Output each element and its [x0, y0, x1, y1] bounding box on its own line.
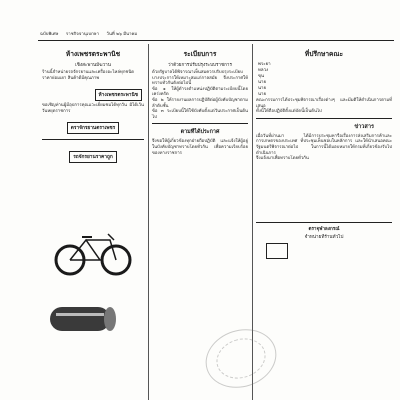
center-section-heading: ตามที่ได้ประกาศ	[180, 129, 220, 136]
roster-item: ขุน	[258, 74, 265, 79]
left-rule-1	[42, 139, 144, 140]
center-column-subtitle: ว่าด้วยการปรับปรุงระบบราชการ	[168, 63, 232, 68]
right-notice-paragraph-1: เมื่อวันที่ผ่านมา ได้มีการประชุมหารือเรื่องการส่งเสริมการค้าและการเกษตรของประเทศ ที่ประชุมเห็นชอบในหลักการ และให้นำเสนอคณะรัฐมนตรีพิจารณาต่อไป ในการนี้ได้มอบหมายให้กรมที่เกี่ยวข้องรับไปดำเนินการ	[256, 133, 392, 156]
center-rule	[152, 123, 248, 124]
center-section-paragraph: จึงขอให้ผู้เกี่ยวข้องทุกฝ่ายถือปฏิบัติ และแจ้งให้ผู้อยู่ในบังคับบัญชาทราบโดยทั่วกัน เพื่อความเรียบร้อยของทางราชการ	[152, 139, 248, 156]
roster-item: นาย	[258, 92, 267, 97]
right-column-title: ที่ปรึกษาคณะ	[304, 50, 344, 58]
right-notice-paragraph-2: จึงแจ้งมาเพื่อทราบโดยทั่วกัน	[256, 156, 309, 162]
bicycle-illustration	[40, 225, 146, 285]
masthead-center: ราชกิจจานุเบกษา	[65, 31, 100, 36]
right-notice-title: ข่าวสาร	[354, 123, 374, 130]
right-ad-title: ตราจุฬาลงกรณ์	[308, 226, 340, 232]
right-ad-subtitle: จำหน่ายที่ร้านทั่วไป	[304, 234, 344, 240]
ad-box	[266, 243, 288, 259]
right-rule-1	[256, 118, 392, 119]
center-paragraph-1: ด้วยรัฐบาลได้พิจารณาเห็นสมควรปรับปรุงระเบียบบางประการให้เหมาะสมแก่กาลสมัย จึงประกาศให้ทราบทั่วกันดังต่อไปนี้	[152, 70, 248, 87]
masthead-right: วันที่ ๒๖ มีนาคม	[106, 31, 138, 36]
roster-item: พระยา	[258, 62, 271, 67]
center-paragraph-3: ข้อ ๒ ให้รายงานผลการปฏิบัติต่อผู้บังคับบัญชาตามลำดับชั้น	[152, 97, 248, 109]
left-column-title: ห้างเพชรตระพานิช	[65, 50, 121, 58]
left-box-3: รถจักรยานราคาถูก	[69, 151, 117, 163]
left-column-subtitle: เชิงสะพานมัฆวาน	[75, 63, 111, 68]
masthead-left: ฉบับพิเศษ	[40, 31, 59, 36]
left-paragraph-2: ขอเชิญท่านผู้มีอุปการคุณแวะเยี่ยมชมได้ทุกวัน มิได้เว้นวันหยุดราชการ	[42, 103, 144, 114]
masthead-rule	[38, 40, 394, 41]
center-column-title: ระเบียบการ	[183, 50, 217, 58]
left-box-2: ตราจักรยานตราเพชร	[67, 122, 119, 134]
left-paragraph-1: ร้านนี้จำหน่ายรถจักรยานและเครื่องอะไหล่ทุกชนิด ราคาย่อมเยา สินค้าดีมีคุณภาพ	[42, 70, 135, 81]
column-divider-1	[148, 44, 149, 400]
right-rule-2	[256, 222, 392, 223]
center-paragraph-2: ข้อ ๑ ให้ผู้ดำรงตำแหน่งปฏิบัติตามระเบียบนี้โดยเคร่งครัด	[152, 86, 248, 98]
faded-stamp-inner	[211, 332, 271, 385]
masthead	[40, 30, 390, 40]
roster-item: หลวง	[258, 68, 269, 73]
roster-item: นาย	[258, 80, 267, 85]
left-column	[40, 44, 146, 400]
left-box-1: ห้างเพชรตระพานิช	[95, 89, 143, 101]
right-paragraph-2: ทั้งนี้ให้ถือปฏิบัติตั้งแต่บัดนี้เป็นต้นไป	[256, 109, 322, 115]
center-paragraph-4: ข้อ ๓ ระเบียบนี้ให้ใช้บังคับตั้งแต่วันประกาศเป็นต้นไป	[152, 109, 248, 120]
right-paragraph-1: คณะกรรมการได้ประชุมพิจารณาเรื่องต่างๆ และมีมติให้ดำเนินการตามที่เสนอ	[256, 98, 392, 109]
roller-illustration	[40, 299, 146, 339]
roster-item: นาย	[258, 86, 267, 91]
